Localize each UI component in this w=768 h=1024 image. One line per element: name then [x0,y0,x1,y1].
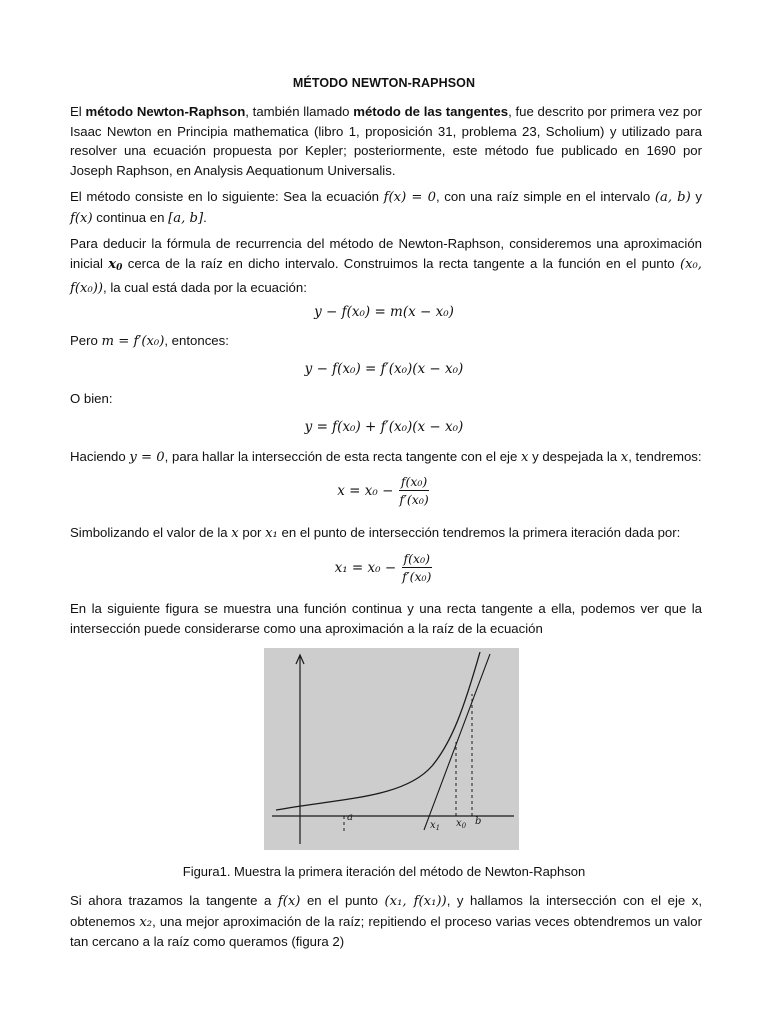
figure-newton-raphson [264,648,519,850]
paragraph-intro [70,102,702,180]
fraction-denominator: f′(x₀) [402,569,432,584]
paragraph-iteration [70,891,702,952]
math-inline: x₂ [139,914,153,930]
paragraph-figure-intro: En la siguiente figura se muestra una función continua y una recta tangente a ella, podemos ver que la intersección puede considerarse como una aproximación a la raíz de la ecuación [70,601,702,636]
math-inline: x [620,450,629,465]
math-inline: x [520,450,529,465]
text: , para hallar la intersección de esta recta tangente con el eje [164,449,521,464]
fraction-denominator: f′(x₀) [399,492,429,507]
text: continua en [92,209,169,225]
math-inline: (x₁, f(x₁)) [384,894,447,909]
math-inline: f(x) [70,210,93,226]
text: , fue descrito por primera vez por Isaac Newton en Principia mathematica (libro 1, proposición 31, problema 23, Scholium) y utilizado para resolver una ecuación propuesta por Kepler; posteriormente, este método fue publicado en 1690 por Joseph Raphson, en Analysis Aequationum Universalis. [70,104,702,178]
label-a: a [347,812,353,823]
text: . [203,209,207,225]
equation-2: y − f(x₀) = f′(x₀)(x − x₀) [304,361,464,377]
text: y despejada la [528,449,621,464]
paragraph-pero [70,331,702,352]
text: Haciendo [70,449,130,464]
text: El [70,104,86,119]
figure-caption: Figura1. Muestra la primera iteración del método de Newton-Raphson [182,864,586,879]
bold-term: método Newton-Raphson [85,104,246,119]
text: Pero [70,333,102,348]
label-b: b [475,816,482,827]
paragraph-derivation [70,234,702,299]
fraction-numerator: f(x₀) [400,474,428,489]
math-inline: m = f′(x₀) [101,334,165,349]
figure-graph [264,648,519,850]
text: , tendremos: [628,449,702,464]
fraction [400,551,433,584]
text: y [690,189,702,204]
text: , la cual está dada por la ecuación: [103,280,307,295]
paragraph-obien: O bien: [70,391,113,406]
bold-term: método de las tangentes [353,104,509,119]
text: Si ahora trazamos la tangente a [70,893,278,908]
label-x0: $x_0$ [456,818,467,830]
label-x1: $x_1$ [430,820,441,832]
page-title: MÉTODO NEWTON-RAPHSON [292,76,476,90]
text: , una mejor aproximación de la raíz; repitiendo el proceso varias veces obtendremos un valor tan cercano a la raíz como queramos (figura 2) [70,913,702,949]
text: , entonces: [164,333,229,348]
math-inline: y = 0 [129,450,165,465]
text: , con una raíz simple en el intervalo [436,189,655,204]
equation-4 [0,474,768,507]
text: , y hallamos la intersección con el eje x, obtenemos [70,893,703,929]
text: Para deducir la fórmula de recurrencia del método de Newton-Raphson, consideremos una aproximación inicial [70,236,702,271]
math-inline: f(x) = 0 [383,190,436,205]
text: , también llamado [245,104,354,119]
math-inline: x [231,526,239,541]
math-inline: x₁ [265,526,278,541]
text: Simbolizando el valor de la [70,525,232,540]
paragraph-haciendo [70,447,702,468]
math-inline: (x₀, f(x₀)) [70,256,702,296]
equation-5 [0,551,768,584]
equation-lhs: x = x₀ − [337,482,394,499]
math-inline: [a, b] [168,210,204,226]
math-inline: $x_0$ [108,256,123,273]
math-inline: f(x) [277,894,301,909]
equation-lhs: x₁ = x₀ − [334,559,397,576]
text: en el punto [300,893,385,908]
text: cerca de la raíz en dicho intervalo. Construimos la recta tangente a la función en el punto [122,255,680,271]
fraction-numerator: f(x₀) [403,551,430,566]
fraction [397,474,430,507]
text: en el punto de intersección tendremos la primera iteración dada por: [277,525,681,540]
text: por [238,525,266,540]
paragraph-method [70,187,702,228]
paragraph-simbolizando [70,523,702,544]
equation-3: y = f(x₀) + f′(x₀)(x − x₀) [304,419,464,435]
math-inline: (a, b) [654,190,691,205]
text: El método consiste en lo siguiente: Sea la ecuación [70,189,384,204]
equation-1: y − f(x₀) = m(x − x₀) [314,304,454,320]
